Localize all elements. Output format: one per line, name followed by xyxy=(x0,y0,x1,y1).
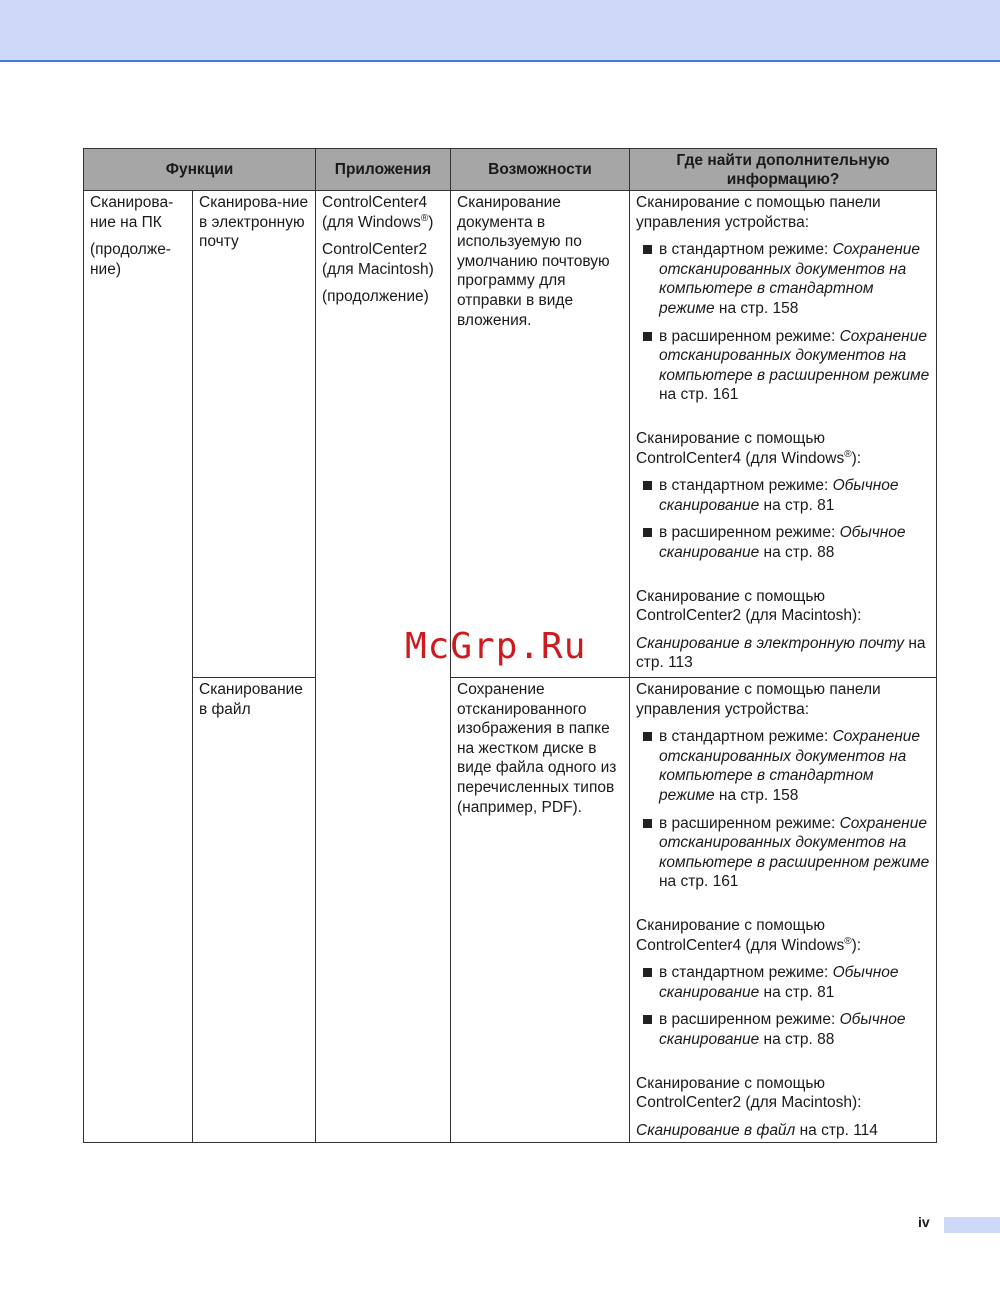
cross-reference-link[interactable]: Сохранение отсканированных документов на компьютере в стандартном режиме xyxy=(659,241,920,317)
list-item: в стандартном режиме: Сохранение отсканированных документов на компьютере в стандартном режиме на стр. 158 xyxy=(636,240,930,318)
list-item: в расширенном режиме: Обычное сканирование на стр. 88 xyxy=(636,1010,930,1049)
list-item: в стандартном режиме: Обычное сканирование на стр. 81 xyxy=(636,476,930,515)
info-email xyxy=(630,191,937,678)
cross-reference-link[interactable]: Сохранение отсканированных документов на компьютере в расширенном режиме xyxy=(659,327,930,384)
header-info: Где найти дополнительную информацию? xyxy=(630,149,937,191)
feature-email: Сканирование документа в используемую по умолчанию почтовую программу для отправки в виде вложения. xyxy=(451,191,630,678)
cc2-reference: Сканирование в файл на стр. 114 xyxy=(636,1121,878,1139)
cross-reference-link[interactable]: Сканирование в электронную почту xyxy=(636,634,905,652)
function-main: Сканирова-ние на ПК xyxy=(90,194,174,231)
subfunction-file: Сканирование в файл xyxy=(193,678,316,1143)
panel-intro: Сканирование с помощью панели управления устройства: xyxy=(636,194,881,231)
list-item: в стандартном режиме: Обычное сканирование на стр. 81 xyxy=(636,963,930,1002)
bullet-square-icon xyxy=(643,332,652,341)
cross-reference-link[interactable]: Сканирование в файл xyxy=(636,1121,796,1139)
bullet-square-icon xyxy=(643,1015,652,1024)
subfunction-email: Сканирова-ние в электронную почту xyxy=(193,191,316,678)
bullet-square-icon xyxy=(643,481,652,490)
watermark: McGrp.Ru xyxy=(405,626,587,667)
cross-reference-link[interactable]: Обычное сканирование xyxy=(659,477,899,514)
page-tab-marker xyxy=(944,1217,1000,1233)
table-row xyxy=(84,678,937,1143)
app-controlcenter4: ControlCenter4 (для Windows®) xyxy=(322,194,434,231)
bullet-square-icon xyxy=(643,528,652,537)
bullet-square-icon xyxy=(643,968,652,977)
table-header-row xyxy=(84,149,937,191)
info-file xyxy=(630,678,937,1143)
cc2-intro: Сканирование с помощью ControlCenter2 (для Macintosh): xyxy=(636,587,862,625)
feature-file: Сохранение отсканированного изображения в папке на жестком диске в виде файла одного из перечисленных типов (например, PDF). xyxy=(451,678,630,1143)
list-item: в расширенном режиме: Сохранение отсканированных документов на компьютере в расширенном режиме на стр. 161 xyxy=(636,327,930,405)
cc4-intro: Сканирование с помощью ControlCenter4 (для Windows®): xyxy=(636,916,862,954)
bullet-square-icon xyxy=(643,732,652,741)
apps-continued: (продолжение) xyxy=(322,288,429,306)
header-features: Возможности xyxy=(451,149,630,191)
cross-reference-link[interactable]: Сохранение отсканированных документов на компьютере в стандартном режиме xyxy=(659,728,920,804)
bullet-square-icon xyxy=(643,245,652,254)
function-cell xyxy=(84,191,193,1143)
function-continued: (продолже-ние) xyxy=(90,241,171,278)
table-row xyxy=(84,191,937,678)
header-functions: Функции xyxy=(84,149,316,191)
page-number: iv xyxy=(918,1214,930,1230)
header-applications: Приложения xyxy=(316,149,451,191)
list-item: в расширенном режиме: Обычное сканирование на стр. 88 xyxy=(636,523,930,562)
cc4-intro: Сканирование с помощью ControlCenter4 (для Windows®): xyxy=(636,429,862,467)
bullet-square-icon xyxy=(643,819,652,828)
list-item: в стандартном режиме: Сохранение отсканированных документов на компьютере в стандартном режиме на стр. 158 xyxy=(636,727,930,805)
cc2-reference: Сканирование в электронную почту на стр. 113 xyxy=(636,634,926,672)
panel-intro: Сканирование с помощью панели управления устройства: xyxy=(636,681,881,718)
page-header-band xyxy=(0,0,1000,62)
cross-reference-link[interactable]: Обычное сканирование xyxy=(659,524,906,561)
cc2-intro: Сканирование с помощью ControlCenter2 (для Macintosh): xyxy=(636,1074,862,1112)
cross-reference-link[interactable]: Сохранение отсканированных документов на компьютере в расширенном режиме xyxy=(659,814,930,871)
app-controlcenter2: ControlCenter2 (для Macintosh) xyxy=(322,241,434,278)
list-item: в расширенном режиме: Сохранение отсканированных документов на компьютере в расширенном режиме на стр. 161 xyxy=(636,814,930,892)
cross-reference-link[interactable]: Обычное сканирование xyxy=(659,1011,906,1048)
cross-reference-link[interactable]: Обычное сканирование xyxy=(659,964,899,1001)
